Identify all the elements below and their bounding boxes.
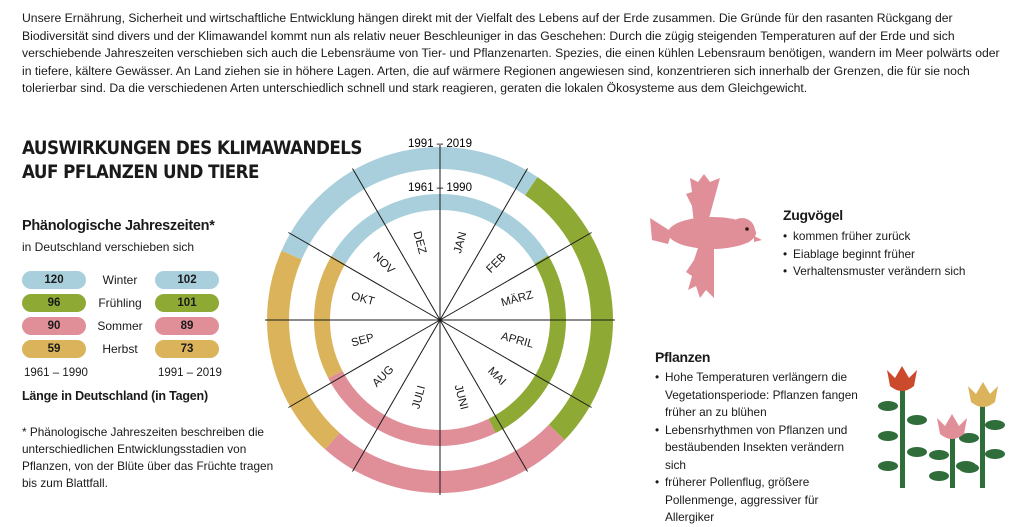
footnote: * Phänologische Jahreszeiten beschreiben die unterschiedlichen Entwicklungsstadien von Pflanzen, von der Blüte über das Früchte tragen bis zum Blattfall. (22, 425, 274, 490)
plants-bullet: • Lebensrhythmen von Pflanzen und bestäubenden Insekten verändern sich (655, 422, 860, 475)
bird-icon (650, 174, 762, 298)
birds-bullet: • Verhaltensmuster verändern sich (783, 263, 1008, 281)
summer-label: Sommer (97, 319, 143, 333)
plants-bullets (655, 369, 860, 527)
autumn-old-pill: 59 (22, 340, 86, 358)
birds-bullet: • Eiablage beginnt früher (783, 246, 1008, 264)
outer-spring-arc (531, 186, 602, 432)
birds-title: Zugvögel (783, 207, 843, 223)
month-label: OKT (349, 290, 376, 309)
period-old-label: 1961 – 1990 (24, 367, 88, 379)
inner-ring-label: 1961 – 1990 (408, 182, 472, 194)
month-label: MÄRZ (499, 289, 535, 310)
wheel-months (350, 230, 536, 411)
month-label: DEZ (410, 230, 429, 256)
summer-old-pill: 90 (22, 317, 86, 335)
autumn-new-pill: 73 (155, 340, 219, 358)
winter-label: Winter (102, 273, 138, 287)
tulips-icon (878, 366, 1005, 488)
summer-new-pill: 89 (155, 317, 219, 335)
autumn-label: Herbst (102, 342, 138, 356)
month-label: MAI (485, 365, 509, 389)
length-label: Länge in Deutschland (in Tagen) (22, 389, 208, 403)
plants-title: Pflanzen (655, 349, 711, 365)
winter-new-pill: 102 (155, 271, 219, 289)
phenology-subtitle: in Deutschland verschieben sich (22, 240, 195, 254)
plants-bullet: • früherer Pollenflug, größere Pollenmenge, aggressiver für Allergiker (655, 474, 860, 527)
month-label: NOV (370, 250, 397, 277)
month-label: JAN (452, 230, 470, 255)
title-line-1: AUSWIRKUNGEN DES KLIMAWANDELS (22, 137, 362, 159)
birds-bullets (783, 228, 1008, 281)
intro-text: Unsere Ernährung, Sicherheit und wirtschaftliche Entwicklung hängen direkt mit der Vielfalt des Lebens auf der Erde zusammen. Die Gründe für den rasanten Rückgang der Biodiversität sind divers und der Klimawandel kommt nun als relativ neuer Beschleuniger in das Geschehen: Durch die zügig steigenden Temperaturen auf der Erde und sich verschiebende Jahreszeiten verschieben sich auch die Lebensräume von Tier- und Pflanzenarten. Spezies, die einen kühlen Lebensraum benötigen, wandern im Meer polwärts oder in tiefere, kältere Gewässer. An Land ziehen sie in höhere Lagen. Arten, die auf wärmere Regionen angewiesen sind, konzentrieren sich innerhalb der Grenzen, die für sie noch tolerierbar sind. Da die verschiedenen Arten unterschiedlich schnell und stark reagieren, geraten die lokalen Ökosysteme aus dem Gleichgewicht. (22, 11, 1000, 96)
month-label: JULI (410, 384, 429, 411)
spring-old-pill: 96 (22, 294, 86, 312)
winter-old-pill: 120 (22, 271, 86, 289)
birds-bullet: • kommen früher zurück (783, 228, 1008, 246)
month-label: JUNI (451, 383, 470, 412)
plants-bullet: • Hohe Temperaturen verlängern die Vegetationsperiode: Pflanzen fangen früher an zu blühen (655, 369, 860, 422)
wheel-spokes (265, 145, 615, 495)
title-line-2: AUF PFLANZEN UND TIERE (22, 161, 259, 183)
month-label: APRIL (499, 330, 535, 351)
inner-autumn-arc (322, 260, 339, 375)
outer-ring-label: 1991 – 2019 (408, 138, 472, 150)
period-new-label: 1991 – 2019 (158, 367, 222, 379)
spring-new-pill: 101 (155, 294, 219, 312)
month-label: AUG (370, 363, 397, 390)
month-label: FEB (484, 251, 509, 276)
phenology-title: Phänologische Jahreszeiten* (22, 218, 215, 234)
spring-label: Frühling (98, 296, 142, 310)
month-label: SEP (350, 331, 376, 350)
